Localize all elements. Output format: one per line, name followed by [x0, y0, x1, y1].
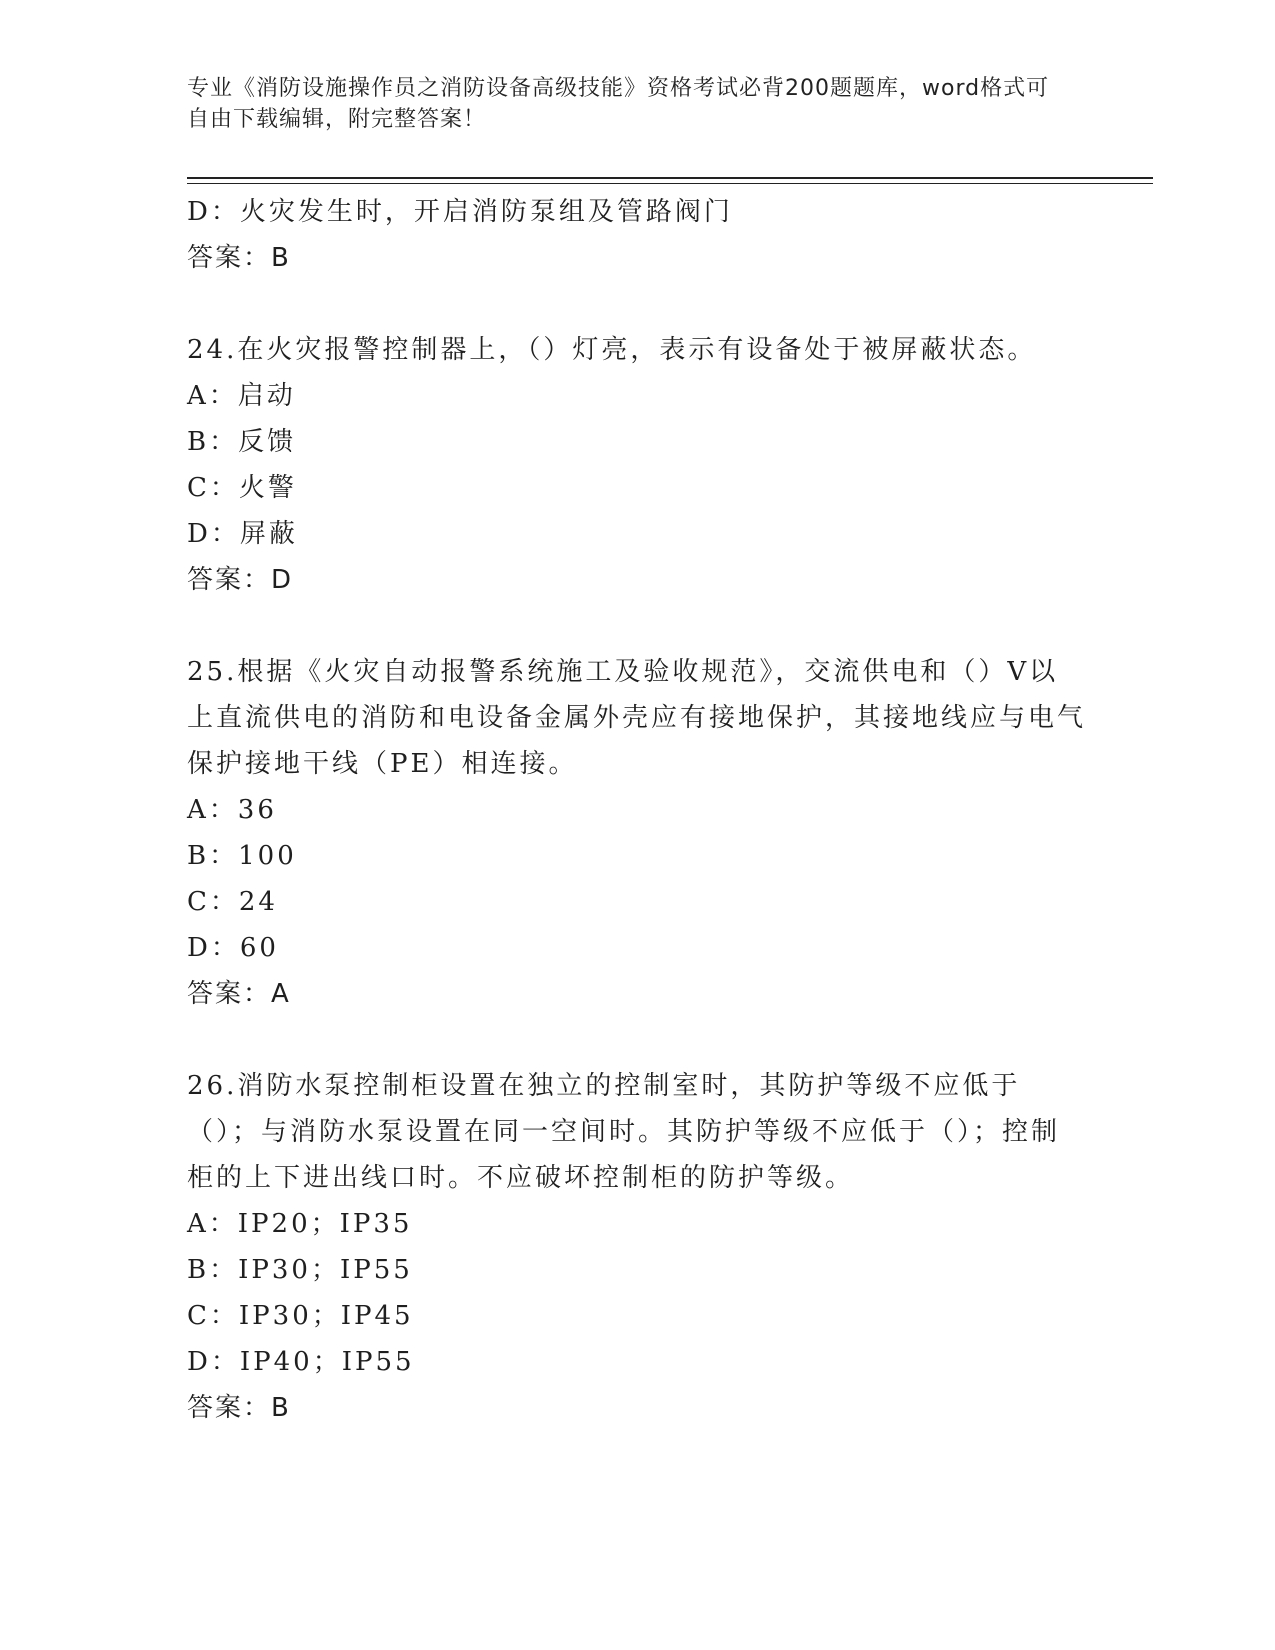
- question-25: [187, 649, 1087, 1017]
- spacer: [187, 603, 1087, 649]
- document-header: 专业《消防设施操作员之消防设备高级技能》资格考试必背200题题库，word格式可自由下载编辑，附完整答案！: [187, 76, 1050, 132]
- option-a: A：IP20；IP35: [187, 1209, 413, 1239]
- answer: 答案：B: [187, 1393, 291, 1423]
- option-b: B：反馈: [187, 427, 297, 457]
- option-d: D：IP40；IP55: [187, 1347, 415, 1377]
- header-divider-thin: [187, 183, 1153, 184]
- option-a: A：36: [187, 795, 277, 825]
- option-c: C：24: [187, 887, 278, 917]
- question-24: [187, 327, 1087, 603]
- question-stem: 26.消防水泵控制柜设置在独立的控制室时，其防护等级不应低于（）；与消防水泵设置在同一空间时。其防护等级不应低于（）；控制柜的上下进出线口时。不应破坏控制柜的防护等级。: [187, 1071, 1061, 1193]
- carryover-answer: 答案：B: [187, 243, 291, 273]
- question-26: [187, 1063, 1087, 1431]
- option-a: A：启动: [187, 381, 296, 411]
- option-d: D：60: [187, 933, 279, 963]
- question-stem: 25.根据《火灾自动报警系统施工及验收规范》，交流供电和（）V以上直流供电的消防和电设备金属外壳应有接地保护，其接地线应与电气保护接地干线（PE）相连接。: [187, 657, 1087, 779]
- answer: 答案：A: [187, 979, 291, 1009]
- spacer: [187, 281, 1087, 327]
- option-d: D：屏蔽: [187, 519, 298, 549]
- carryover-option-d: D：火灾发生时，开启消防泵组及管路阀门: [187, 197, 733, 227]
- option-c: C：火警: [187, 473, 297, 503]
- question-content: [187, 189, 1087, 1431]
- header-divider-thick: [187, 177, 1153, 179]
- spacer: [187, 1017, 1087, 1063]
- answer: 答案：D: [187, 565, 294, 595]
- question-stem: 24.在火灾报警控制器上，（）灯亮，表示有设备处于被屏蔽状态。: [187, 335, 1037, 365]
- option-b: B：IP30；IP55: [187, 1255, 413, 1285]
- option-c: C：IP30；IP45: [187, 1301, 414, 1331]
- option-b: B：100: [187, 841, 297, 871]
